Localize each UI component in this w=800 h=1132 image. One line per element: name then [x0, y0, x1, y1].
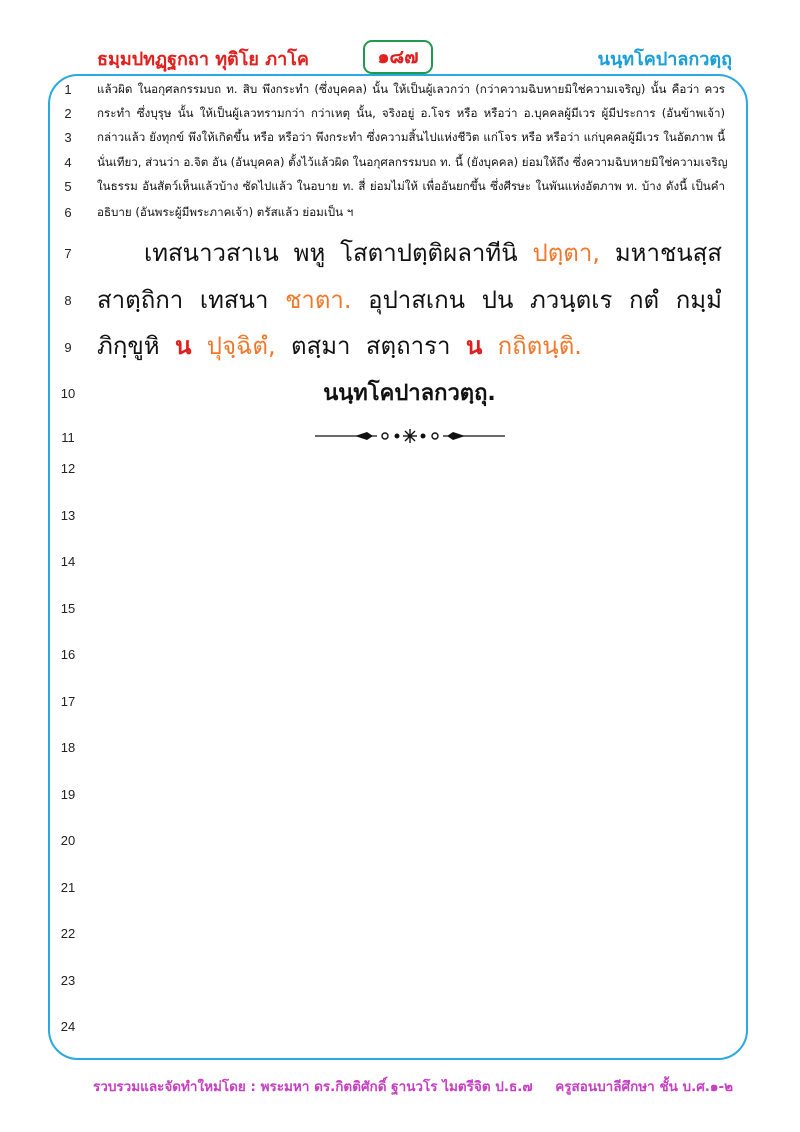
line-number: 23 — [60, 973, 76, 988]
line-number: 8 — [64, 293, 72, 308]
line-number: 4 — [64, 155, 72, 170]
footer-role: ครูสอนบาลีศึกษา ชั้น บ.ศ.๑-๒ — [555, 1079, 733, 1095]
line-number: 3 — [64, 130, 72, 145]
thai-translation-line: อธิบาย (อันพระผู้มีพระภาคเจ้า) ตรัสแล้ว ย่อมเป็น ฯ — [97, 205, 354, 219]
pali-word: อุปาสเกน — [368, 286, 466, 314]
pali-word: ภวนฺตเร — [529, 286, 613, 314]
pali-line-9 — [97, 329, 582, 365]
pali-word-highlight: ปตฺตา, — [532, 239, 600, 267]
line-number: 1 — [64, 82, 72, 97]
line-number: 14 — [60, 554, 76, 569]
line-number: 7 — [64, 246, 72, 261]
line-number: 17 — [60, 694, 76, 709]
pali-word: สตฺถารา — [365, 332, 451, 360]
pali-word: โสตาปตฺติผลาทีนิ — [340, 239, 518, 267]
line-number: 22 — [60, 926, 76, 941]
pali-word: กมฺมํ — [675, 286, 722, 314]
pali-word: พหู — [293, 239, 326, 267]
footer-compiler: รวบรวมและจัดทำใหม่โดย : พระมหา ดร.กิตติศักดิ์ ฐานวโร ไมตรีจิต ป.ธ.๗ — [93, 1079, 533, 1095]
line-number: 19 — [60, 787, 76, 802]
pali-word: มหาชนสฺส — [614, 239, 722, 267]
thai-translation-line: แล้วผิด ในอกุศลกรรมบถ ท. สิบ พึงกระทำ (ซึ่งบุคคล) นั้น ให้เป็นผู้เลวกว่า (กว่าความฉิบหายมิใช่ความเจริญ) นั้น คือว่า ควร — [97, 82, 725, 96]
pali-negation-word: น — [465, 332, 483, 360]
line-number: 20 — [60, 833, 76, 848]
line-number: 21 — [60, 880, 76, 895]
line-number: 15 — [60, 601, 76, 616]
line-number: 13 — [60, 508, 76, 523]
line-number: 18 — [60, 740, 76, 755]
thai-translation-line: กล่าวแล้ว ยังทุกข์ พึงให้เกิดขึ้น หรือ หรือว่า พึงกระทำ ซึ่งความสิ้นไปแห่งชีวิต แก่โจร หรือ หรือว่า แก่บุคคลผู้มีเวร ในอัตภาพ นี้ — [97, 130, 725, 144]
line-number: 2 — [64, 106, 72, 121]
pali-word-highlight: ปุจฺฉิตํ, — [206, 332, 276, 360]
line-number: 24 — [60, 1019, 76, 1034]
pali-word-highlight: กถิตนฺติ. — [497, 332, 582, 360]
book-title: ธมฺมปทฏฺฐกถา ทุติโย ภาโค — [97, 49, 309, 70]
pali-word: ปน — [481, 286, 514, 314]
pali-word: ภิกฺขูหิ — [97, 332, 160, 360]
line-number: 16 — [60, 647, 76, 662]
footer — [93, 1075, 733, 1097]
pali-word: ตสฺมา — [290, 332, 351, 360]
story-end-title: นนฺทโคปาลกวตฺถุ. — [323, 381, 496, 406]
page-number-box — [363, 40, 433, 74]
pali-word-highlight: ชาตา. — [285, 286, 352, 314]
pali-word: เทสนาวสาเน — [144, 239, 279, 267]
thai-translation-line: ในธรรม อันสัตว์เห็นแล้วบ้าง ซัดไปแล้ว ในอบาย ท. สี่ ย่อมไม่ให้ เพื่ออันยกขึ้น ซึ่งศีรษะ ในพันแห่งอัตภาพ ท. บ้าง ดังนี้ เป็นคำ — [97, 179, 725, 193]
pali-word: เทสนา — [199, 286, 269, 314]
pali-line-8 — [97, 283, 722, 319]
line-number: 10 — [60, 386, 76, 401]
pali-line-7 — [97, 236, 722, 272]
line-number: 11 — [61, 430, 75, 445]
line-number: 5 — [64, 179, 72, 194]
page-number: ๑๘๗ — [377, 46, 419, 68]
thai-translation-line: นั่นเทียว, ส่วนว่า อ.จิต อัน (อันบุคคล) ตั้งไว้แล้วผิด ในอกุศลกรรมบถ ท. นี้ (ยังบุคคล) ย่อมให้ถึง ซึ่งความฉิบหายมิใช่ความเจริญ — [97, 155, 728, 169]
running-story-title: นนฺทโคปาลกวตฺถุ — [597, 49, 732, 70]
pali-negation-word: น — [174, 332, 192, 360]
line-number: 6 — [64, 205, 72, 220]
thai-translation-line: กระทำ ซึ่งบุรุษ นั้น ให้เป็นผู้เลวทรามกว่า กว่าเหตุ นั้น, จริงอยู่ อ.โจร หรือ หรือว่า อ.บุคคลผู้มีเวร ผู้มีประการ (อันข้าพเจ้า) — [97, 106, 725, 120]
pali-word: กตํ — [628, 286, 660, 314]
line-number: 12 — [60, 461, 76, 476]
ornament-divider — [315, 428, 505, 444]
line-number: 9 — [64, 340, 72, 355]
pali-word: สาตฺถิกา — [97, 286, 184, 314]
